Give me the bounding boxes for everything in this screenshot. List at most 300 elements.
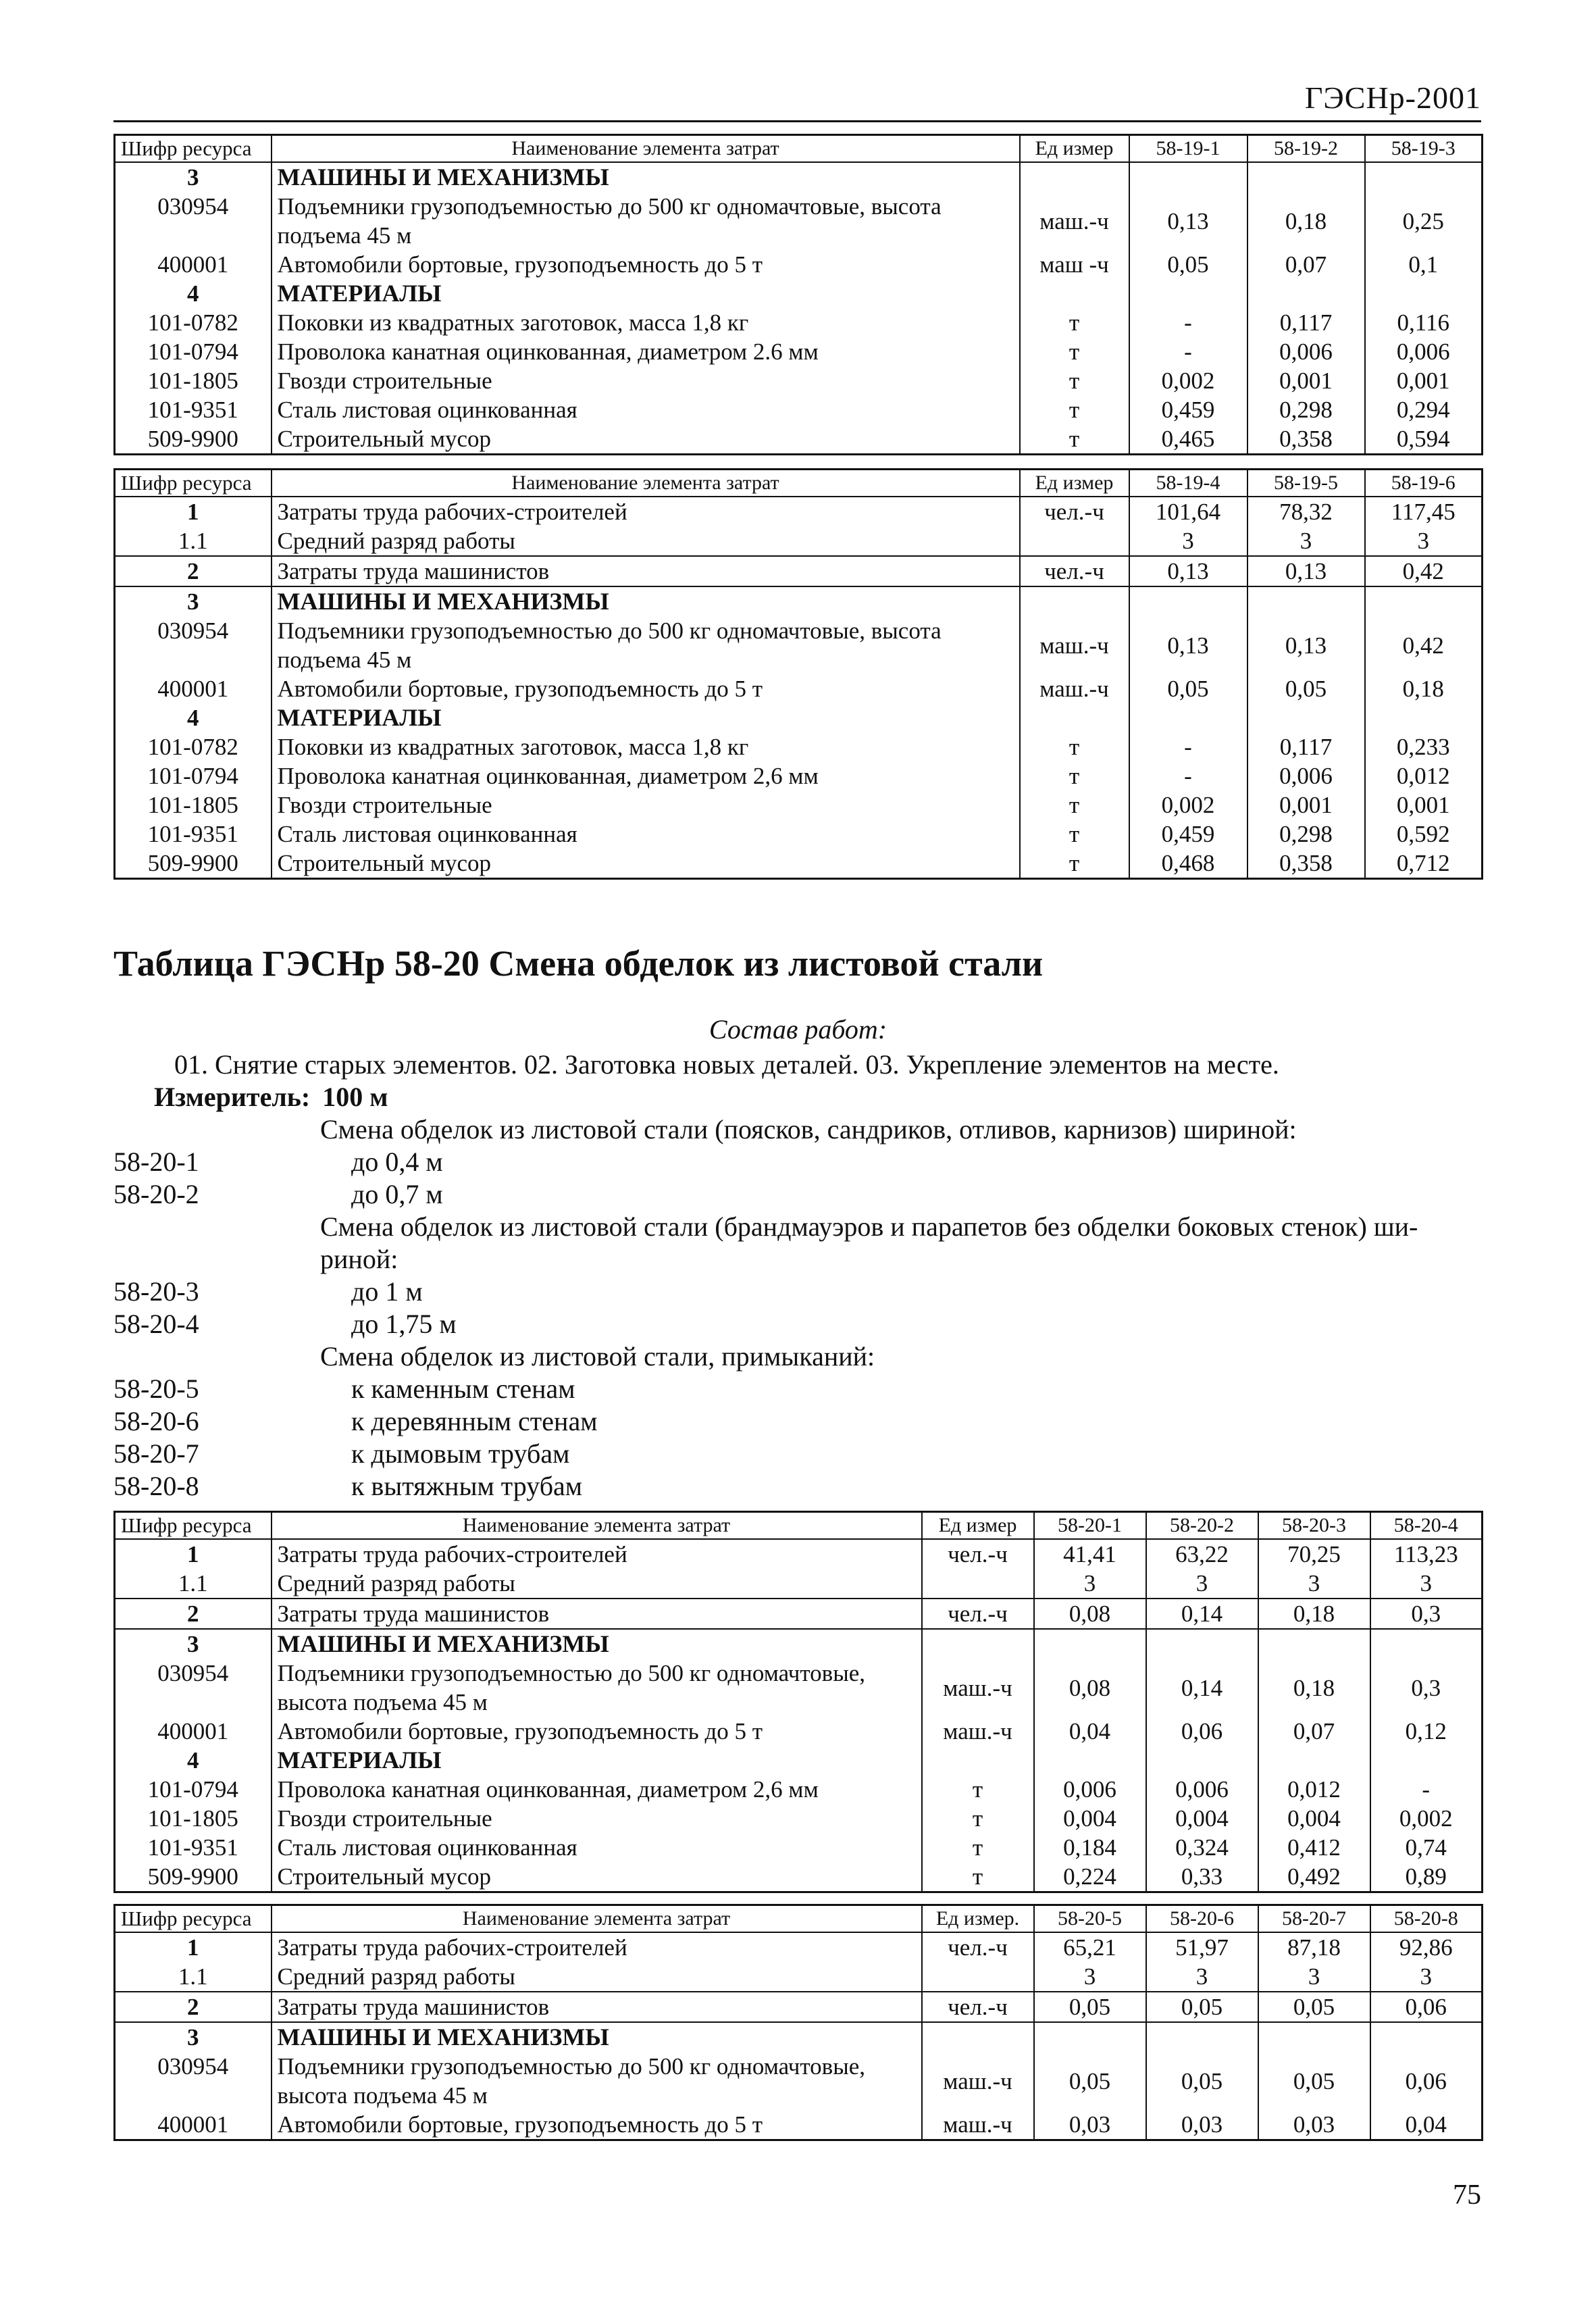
composition-title: Состав работ: <box>709 1014 887 1045</box>
column-header-name: Наименование элемента затрат <box>272 1512 922 1540</box>
position-code: 58-20-7 <box>113 1438 199 1469</box>
column-header-norm: 58-19-3 <box>1365 135 1483 163</box>
resource-code: 3 <box>115 162 272 192</box>
resource-code: 400001 <box>115 1717 272 1746</box>
resource-code: 4 <box>115 703 272 732</box>
column-header-name: Наименование элемента затрат <box>272 470 1020 497</box>
norm-value <box>1370 1746 1483 1775</box>
column-header-norm: 58-20-1 <box>1034 1512 1146 1540</box>
resource-name: МАШИНЫ И МЕХАНИЗМЫ <box>272 586 1020 616</box>
resource-code: 1 <box>115 1539 272 1569</box>
measurer-label: Измеритель: <box>154 1082 311 1112</box>
column-header-norm: 58-19-2 <box>1247 135 1365 163</box>
table-row <box>115 1962 1483 1992</box>
norm-value: 0,002 <box>1129 366 1247 395</box>
norm-value: 3 <box>1365 526 1483 556</box>
norm-value: 0,18 <box>1247 192 1365 250</box>
resource-code: 101-0782 <box>115 732 272 761</box>
norm-value: 0,42 <box>1365 556 1483 586</box>
norm-value: - <box>1129 732 1247 761</box>
norm-value: 3 <box>1370 1569 1483 1599</box>
norm-value: 0,06 <box>1370 1992 1483 2022</box>
resource-name: МАШИНЫ И МЕХАНИЗМЫ <box>272 1629 922 1659</box>
norm-value <box>1146 1746 1258 1775</box>
table-row <box>115 2110 1483 2140</box>
norm-value: 0,117 <box>1247 308 1365 337</box>
norm-value <box>1247 162 1365 192</box>
norm-value <box>1129 703 1247 732</box>
norm-value: 0,006 <box>1365 337 1483 366</box>
resource-name: Автомобили бортовые, грузоподъемность до 5 т <box>272 250 1020 279</box>
resource-code: 2 <box>115 1599 272 1629</box>
resource-code: 101-1805 <box>115 1804 272 1833</box>
resource-code: 3 <box>115 586 272 616</box>
norm-value: 101,64 <box>1129 497 1247 526</box>
position-text: к вытяжным трубам <box>351 1471 583 1501</box>
norm-value: 0,74 <box>1370 1833 1483 1862</box>
unit-cell: чел.-ч <box>1020 497 1129 526</box>
norm-value: 3 <box>1258 1962 1370 1992</box>
resource-name: Затраты труда машинистов <box>272 1599 922 1629</box>
unit-cell: маш.-ч <box>1020 674 1129 703</box>
unit-cell: т <box>1020 790 1129 820</box>
unit-cell: маш.-ч <box>1020 192 1129 250</box>
table-row <box>115 790 1483 820</box>
norm-value: 0,13 <box>1129 192 1247 250</box>
resource-name: Сталь листовая оцинкованная <box>272 820 1020 849</box>
resource-code: 030954 <box>115 2052 272 2110</box>
norm-value <box>1146 1629 1258 1659</box>
norm-value: 92,86 <box>1370 1932 1483 1962</box>
norm-value: 113,23 <box>1370 1539 1483 1569</box>
resource-name: Затраты труда рабочих-строителей <box>272 497 1020 526</box>
table-row <box>115 162 1483 192</box>
resource-name: Средний разряд работы <box>272 1569 922 1599</box>
unit-cell: т <box>922 1862 1034 1892</box>
table-header-row <box>115 470 1483 497</box>
unit-cell <box>1020 703 1129 732</box>
norm-value: 0,25 <box>1365 192 1483 250</box>
norm-value: 0,1 <box>1365 250 1483 279</box>
position-code: 58-20-4 <box>113 1309 199 1339</box>
norm-value: 0,001 <box>1247 790 1365 820</box>
resource-code: 400001 <box>115 250 272 279</box>
resource-code: 2 <box>115 556 272 586</box>
norm-value: 0,468 <box>1129 849 1247 879</box>
norm-value: 0,05 <box>1146 2052 1258 2110</box>
resource-name: Средний разряд работы <box>272 1962 922 1992</box>
table-row <box>115 497 1483 526</box>
norm-value <box>1258 1746 1370 1775</box>
table-row <box>115 395 1483 424</box>
resource-name: Проволока канатная оцинкованная, диаметром 2,6 мм <box>272 761 1020 790</box>
resource-code: 101-1805 <box>115 366 272 395</box>
resource-table-58-20-1-4 <box>113 1511 1483 1893</box>
resource-name: Проволока канатная оцинкованная, диаметром 2,6 мм <box>272 1775 922 1804</box>
table-row <box>115 1599 1483 1629</box>
column-header-code: Шифр ресурса <box>115 1905 272 1933</box>
resource-code: 101-9351 <box>115 820 272 849</box>
column-header-norm: 58-19-5 <box>1247 470 1365 497</box>
unit-cell: маш.-ч <box>922 2052 1034 2110</box>
norm-value: 0,05 <box>1258 1992 1370 2022</box>
norm-value: 0,08 <box>1034 1659 1146 1717</box>
norm-value: 0,13 <box>1247 556 1365 586</box>
norm-value: 0,14 <box>1146 1659 1258 1717</box>
resource-code: 509-9900 <box>115 849 272 879</box>
resource-name: Средний разряд работы <box>272 526 1020 556</box>
norm-value: 0,298 <box>1247 820 1365 849</box>
table-row <box>115 616 1483 674</box>
norm-value: 0,006 <box>1034 1775 1146 1804</box>
unit-cell: т <box>1020 308 1129 337</box>
norm-value: 0,05 <box>1034 2052 1146 2110</box>
resource-name: Затраты труда машинистов <box>272 1992 922 2022</box>
norm-value: 0,592 <box>1365 820 1483 849</box>
resource-name: Подъемники грузоподъемностью до 500 кг одномачтовые, высота подъема 45 м <box>272 1659 922 1717</box>
unit-cell <box>922 1746 1034 1775</box>
unit-cell: чел.-ч <box>922 1599 1034 1629</box>
description-2: Смена обделок из листовой стали (брандмауэров и парапетов без обделки боковых стенок) ши- <box>320 1211 1418 1242</box>
resource-code: 509-9900 <box>115 1862 272 1892</box>
table-row <box>115 1539 1483 1569</box>
resource-name: Затраты труда рабочих-строителей <box>272 1539 922 1569</box>
position-text: до 1,75 м <box>351 1309 457 1339</box>
norm-value <box>1365 279 1483 308</box>
norm-value: 0,05 <box>1129 250 1247 279</box>
resource-name: Строительный мусор <box>272 1862 922 1892</box>
norm-value: 0,89 <box>1370 1862 1483 1892</box>
norm-value: - <box>1370 1775 1483 1804</box>
measurer <box>154 1081 388 1113</box>
norm-value: 0,465 <box>1129 424 1247 455</box>
resource-code: 030954 <box>115 616 272 674</box>
table-title: Таблица ГЭСНр 58-20 Смена обделок из листовой стали <box>113 943 1044 984</box>
norm-value: 0,3 <box>1370 1599 1483 1629</box>
unit-cell: т <box>1020 395 1129 424</box>
unit-cell <box>1020 162 1129 192</box>
resource-code: 2 <box>115 1992 272 2022</box>
norm-value <box>1258 1629 1370 1659</box>
unit-cell <box>1020 279 1129 308</box>
table-row <box>115 586 1483 616</box>
resource-name: МАТЕРИАЛЫ <box>272 279 1020 308</box>
unit-cell <box>922 2022 1034 2052</box>
table-row <box>115 1659 1483 1717</box>
norm-value: 0,006 <box>1247 761 1365 790</box>
position-code: 58-20-8 <box>113 1471 199 1501</box>
resource-code: 101-0794 <box>115 1775 272 1804</box>
resource-name: Гвозди строительные <box>272 790 1020 820</box>
unit-cell: т <box>1020 849 1129 879</box>
unit-cell: чел.-ч <box>922 1539 1034 1569</box>
position-text: к деревянным стенам <box>351 1406 598 1436</box>
norm-value: 3 <box>1146 1569 1258 1599</box>
resource-code: 1.1 <box>115 1962 272 1992</box>
norm-value: 0,001 <box>1365 366 1483 395</box>
position-code: 58-20-1 <box>113 1147 199 1177</box>
table-row <box>115 2052 1483 2110</box>
norm-value: 70,25 <box>1258 1539 1370 1569</box>
table-row <box>115 1629 1483 1659</box>
norm-value: 0,001 <box>1247 366 1365 395</box>
norm-value: 0,492 <box>1258 1862 1370 1892</box>
column-header-code: Шифр ресурса <box>115 470 272 497</box>
norm-value <box>1365 703 1483 732</box>
norm-value <box>1146 2022 1258 2052</box>
norm-value: 0,03 <box>1258 2110 1370 2140</box>
norm-value: 0,06 <box>1370 2052 1483 2110</box>
resource-name: Сталь листовая оцинкованная <box>272 1833 922 1862</box>
norm-value: - <box>1129 337 1247 366</box>
table-row <box>115 1932 1483 1962</box>
table-row <box>115 526 1483 556</box>
position-code: 58-20-2 <box>113 1179 199 1209</box>
resource-name: Гвозди строительные <box>272 366 1020 395</box>
norm-value: 0,33 <box>1146 1862 1258 1892</box>
norm-value: 0,006 <box>1247 337 1365 366</box>
norm-value: 0,116 <box>1365 308 1483 337</box>
unit-cell: т <box>1020 366 1129 395</box>
unit-cell <box>1020 586 1129 616</box>
norm-value: 0,03 <box>1034 2110 1146 2140</box>
table-row <box>115 674 1483 703</box>
norm-value: 0,18 <box>1258 1659 1370 1717</box>
column-header-norm: 58-20-2 <box>1146 1512 1258 1540</box>
resource-name: Строительный мусор <box>272 849 1020 879</box>
column-header-unit: Ед измер <box>1020 470 1129 497</box>
norm-value: 3 <box>1146 1962 1258 1992</box>
norm-value: - <box>1129 761 1247 790</box>
norm-value: 0,3 <box>1370 1659 1483 1717</box>
resource-code: 030954 <box>115 1659 272 1717</box>
norm-value <box>1034 1629 1146 1659</box>
norm-value: 0,298 <box>1247 395 1365 424</box>
resource-name: Строительный мусор <box>272 424 1020 455</box>
norm-value: 0,184 <box>1034 1833 1146 1862</box>
norm-value: 3 <box>1370 1962 1483 1992</box>
position-text: к дымовым трубам <box>351 1438 570 1469</box>
resource-name: Автомобили бортовые, грузоподъемность до 5 т <box>272 1717 922 1746</box>
norm-value: 0,002 <box>1370 1804 1483 1833</box>
table-row <box>115 761 1483 790</box>
column-header-norm: 58-19-6 <box>1365 470 1483 497</box>
norm-value: 3 <box>1129 526 1247 556</box>
table-row <box>115 732 1483 761</box>
norm-value: 117,45 <box>1365 497 1483 526</box>
column-header-norm: 58-20-3 <box>1258 1512 1370 1540</box>
unit-cell: чел.-ч <box>922 1992 1034 2022</box>
resource-code: 4 <box>115 1746 272 1775</box>
resource-code: 4 <box>115 279 272 308</box>
table-row <box>115 1717 1483 1746</box>
norm-value: 0,04 <box>1034 1717 1146 1746</box>
norm-value: 0,07 <box>1247 250 1365 279</box>
norm-value <box>1247 279 1365 308</box>
column-header-unit: Ед измер <box>922 1512 1034 1540</box>
table-header-row <box>115 135 1483 163</box>
column-header-norm: 58-20-5 <box>1034 1905 1146 1933</box>
resource-code: 101-0794 <box>115 337 272 366</box>
norm-value: 0,358 <box>1247 849 1365 879</box>
norm-value: 0,412 <box>1258 1833 1370 1862</box>
resource-code: 101-1805 <box>115 790 272 820</box>
column-header-norm: 58-20-4 <box>1370 1512 1483 1540</box>
position-text: к каменным стенам <box>351 1374 575 1404</box>
table-row <box>115 556 1483 586</box>
norm-value: 0,594 <box>1365 424 1483 455</box>
norm-value: 0,002 <box>1129 790 1247 820</box>
norm-value: 0,18 <box>1365 674 1483 703</box>
resource-code: 101-0782 <box>115 308 272 337</box>
table-row <box>115 1992 1483 2022</box>
norm-value: 63,22 <box>1146 1539 1258 1569</box>
norm-value: 0,233 <box>1365 732 1483 761</box>
resource-code: 1.1 <box>115 1569 272 1599</box>
norm-value: 87,18 <box>1258 1932 1370 1962</box>
norm-value: 0,05 <box>1034 1992 1146 2022</box>
table-row <box>115 1833 1483 1862</box>
resource-table-58-19-4-6 <box>113 468 1483 880</box>
resource-name: МАШИНЫ И МЕХАНИЗМЫ <box>272 162 1020 192</box>
table-row <box>115 2022 1483 2052</box>
column-header-unit: Ед измер <box>1020 135 1129 163</box>
norm-value <box>1370 1629 1483 1659</box>
operations-list: 01. Снятие старых элементов. 02. Заготовка новых деталей. 03. Укрепление элементов на месте. <box>174 1049 1279 1080</box>
table-row <box>115 1569 1483 1599</box>
position-text: до 1 м <box>351 1276 423 1307</box>
resource-code: 030954 <box>115 192 272 250</box>
unit-cell <box>922 1962 1034 1992</box>
resource-name: Подъемники грузоподъемностью до 500 кг одномачтовые, высота подъема 45 м <box>272 192 1020 250</box>
resource-name: Автомобили бортовые, грузоподъемность до 5 т <box>272 674 1020 703</box>
resource-name: Затраты труда рабочих-строителей <box>272 1932 922 1962</box>
norm-value: 0,04 <box>1370 2110 1483 2140</box>
column-header-norm: 58-20-8 <box>1370 1905 1483 1933</box>
column-header-name: Наименование элемента затрат <box>272 1905 922 1933</box>
norm-value <box>1365 586 1483 616</box>
unit-cell: чел.-ч <box>1020 556 1129 586</box>
table-row <box>115 192 1483 250</box>
norm-value: 0,13 <box>1129 616 1247 674</box>
norm-value <box>1129 162 1247 192</box>
resource-code: 400001 <box>115 674 272 703</box>
unit-cell: т <box>922 1804 1034 1833</box>
table-row <box>115 703 1483 732</box>
norm-value: 3 <box>1247 526 1365 556</box>
norm-value: 51,97 <box>1146 1932 1258 1962</box>
table-row <box>115 849 1483 879</box>
table-row <box>115 250 1483 279</box>
column-header-norm: 58-19-4 <box>1129 470 1247 497</box>
norm-value: 0,004 <box>1034 1804 1146 1833</box>
norm-value: 0,004 <box>1258 1804 1370 1833</box>
resource-code: 1 <box>115 1932 272 1962</box>
resource-code: 1 <box>115 497 272 526</box>
norm-value: 0,06 <box>1146 1717 1258 1746</box>
norm-value: 0,294 <box>1365 395 1483 424</box>
table-row <box>115 820 1483 849</box>
norm-value: 0,459 <box>1129 820 1247 849</box>
page-number: 75 <box>1453 2180 1481 2211</box>
resource-name: Подъемники грузоподъемностью до 500 кг одномачтовые, высота подъема 45 м <box>272 616 1020 674</box>
norm-value <box>1247 703 1365 732</box>
unit-cell <box>922 1569 1034 1599</box>
table-row <box>115 1746 1483 1775</box>
norm-value: 0,459 <box>1129 395 1247 424</box>
norm-value <box>1365 162 1483 192</box>
norm-value: 0,13 <box>1247 616 1365 674</box>
table-row <box>115 1804 1483 1833</box>
table-header-row <box>115 1905 1483 1933</box>
resource-code: 101-0794 <box>115 761 272 790</box>
resource-code: 400001 <box>115 2110 272 2140</box>
norm-value: 3 <box>1034 1569 1146 1599</box>
unit-cell: маш.-ч <box>922 1659 1034 1717</box>
resource-code: 101-9351 <box>115 395 272 424</box>
norm-value: 41,41 <box>1034 1539 1146 1569</box>
resource-name: МАТЕРИАЛЫ <box>272 703 1020 732</box>
norm-value <box>1247 586 1365 616</box>
unit-cell: т <box>922 1833 1034 1862</box>
norm-value: 0,03 <box>1146 2110 1258 2140</box>
norm-value <box>1258 2022 1370 2052</box>
unit-cell: маш.-ч <box>922 2110 1034 2140</box>
column-header-code: Шифр ресурса <box>115 1512 272 1540</box>
resource-code: 509-9900 <box>115 424 272 455</box>
unit-cell <box>1020 526 1129 556</box>
unit-cell: маш.-ч <box>922 1717 1034 1746</box>
unit-cell: маш.-ч <box>1020 616 1129 674</box>
table-row <box>115 279 1483 308</box>
table-row <box>115 1775 1483 1804</box>
resource-code: 3 <box>115 2022 272 2052</box>
norm-value: 0,001 <box>1365 790 1483 820</box>
table-row <box>115 337 1483 366</box>
norm-value: 3 <box>1034 1962 1146 1992</box>
description-1: Смена обделок из листовой стали (поясков, сандриков, отливов, карнизов) шириной: <box>320 1114 1297 1145</box>
position-code: 58-20-6 <box>113 1406 199 1436</box>
norm-value: 3 <box>1258 1569 1370 1599</box>
norm-value: 0,05 <box>1146 1992 1258 2022</box>
unit-cell: т <box>1020 424 1129 455</box>
resource-code: 1.1 <box>115 526 272 556</box>
norm-value: 0,012 <box>1365 761 1483 790</box>
column-header-name: Наименование элемента затрат <box>272 135 1020 163</box>
position-code: 58-20-5 <box>113 1374 199 1404</box>
resource-name: Затраты труда машинистов <box>272 556 1020 586</box>
norm-value <box>1034 2022 1146 2052</box>
table-header-row <box>115 1512 1483 1540</box>
unit-cell: т <box>1020 761 1129 790</box>
norm-value: 65,21 <box>1034 1932 1146 1962</box>
norm-value <box>1129 279 1247 308</box>
resource-code: 101-9351 <box>115 1833 272 1862</box>
unit-cell <box>922 1629 1034 1659</box>
norm-value: 0,117 <box>1247 732 1365 761</box>
unit-cell: т <box>922 1775 1034 1804</box>
resource-name: Гвозди строительные <box>272 1804 922 1833</box>
norm-value: 0,05 <box>1129 674 1247 703</box>
norm-value: 0,05 <box>1258 2052 1370 2110</box>
resource-name: Проволока канатная оцинкованная, диаметром 2.6 мм <box>272 337 1020 366</box>
unit-cell: т <box>1020 732 1129 761</box>
norm-value: 0,08 <box>1034 1599 1146 1629</box>
position-text: до 0,7 м <box>351 1179 443 1209</box>
norm-value: 0,006 <box>1146 1775 1258 1804</box>
norm-value <box>1034 1746 1146 1775</box>
table-row <box>115 424 1483 455</box>
